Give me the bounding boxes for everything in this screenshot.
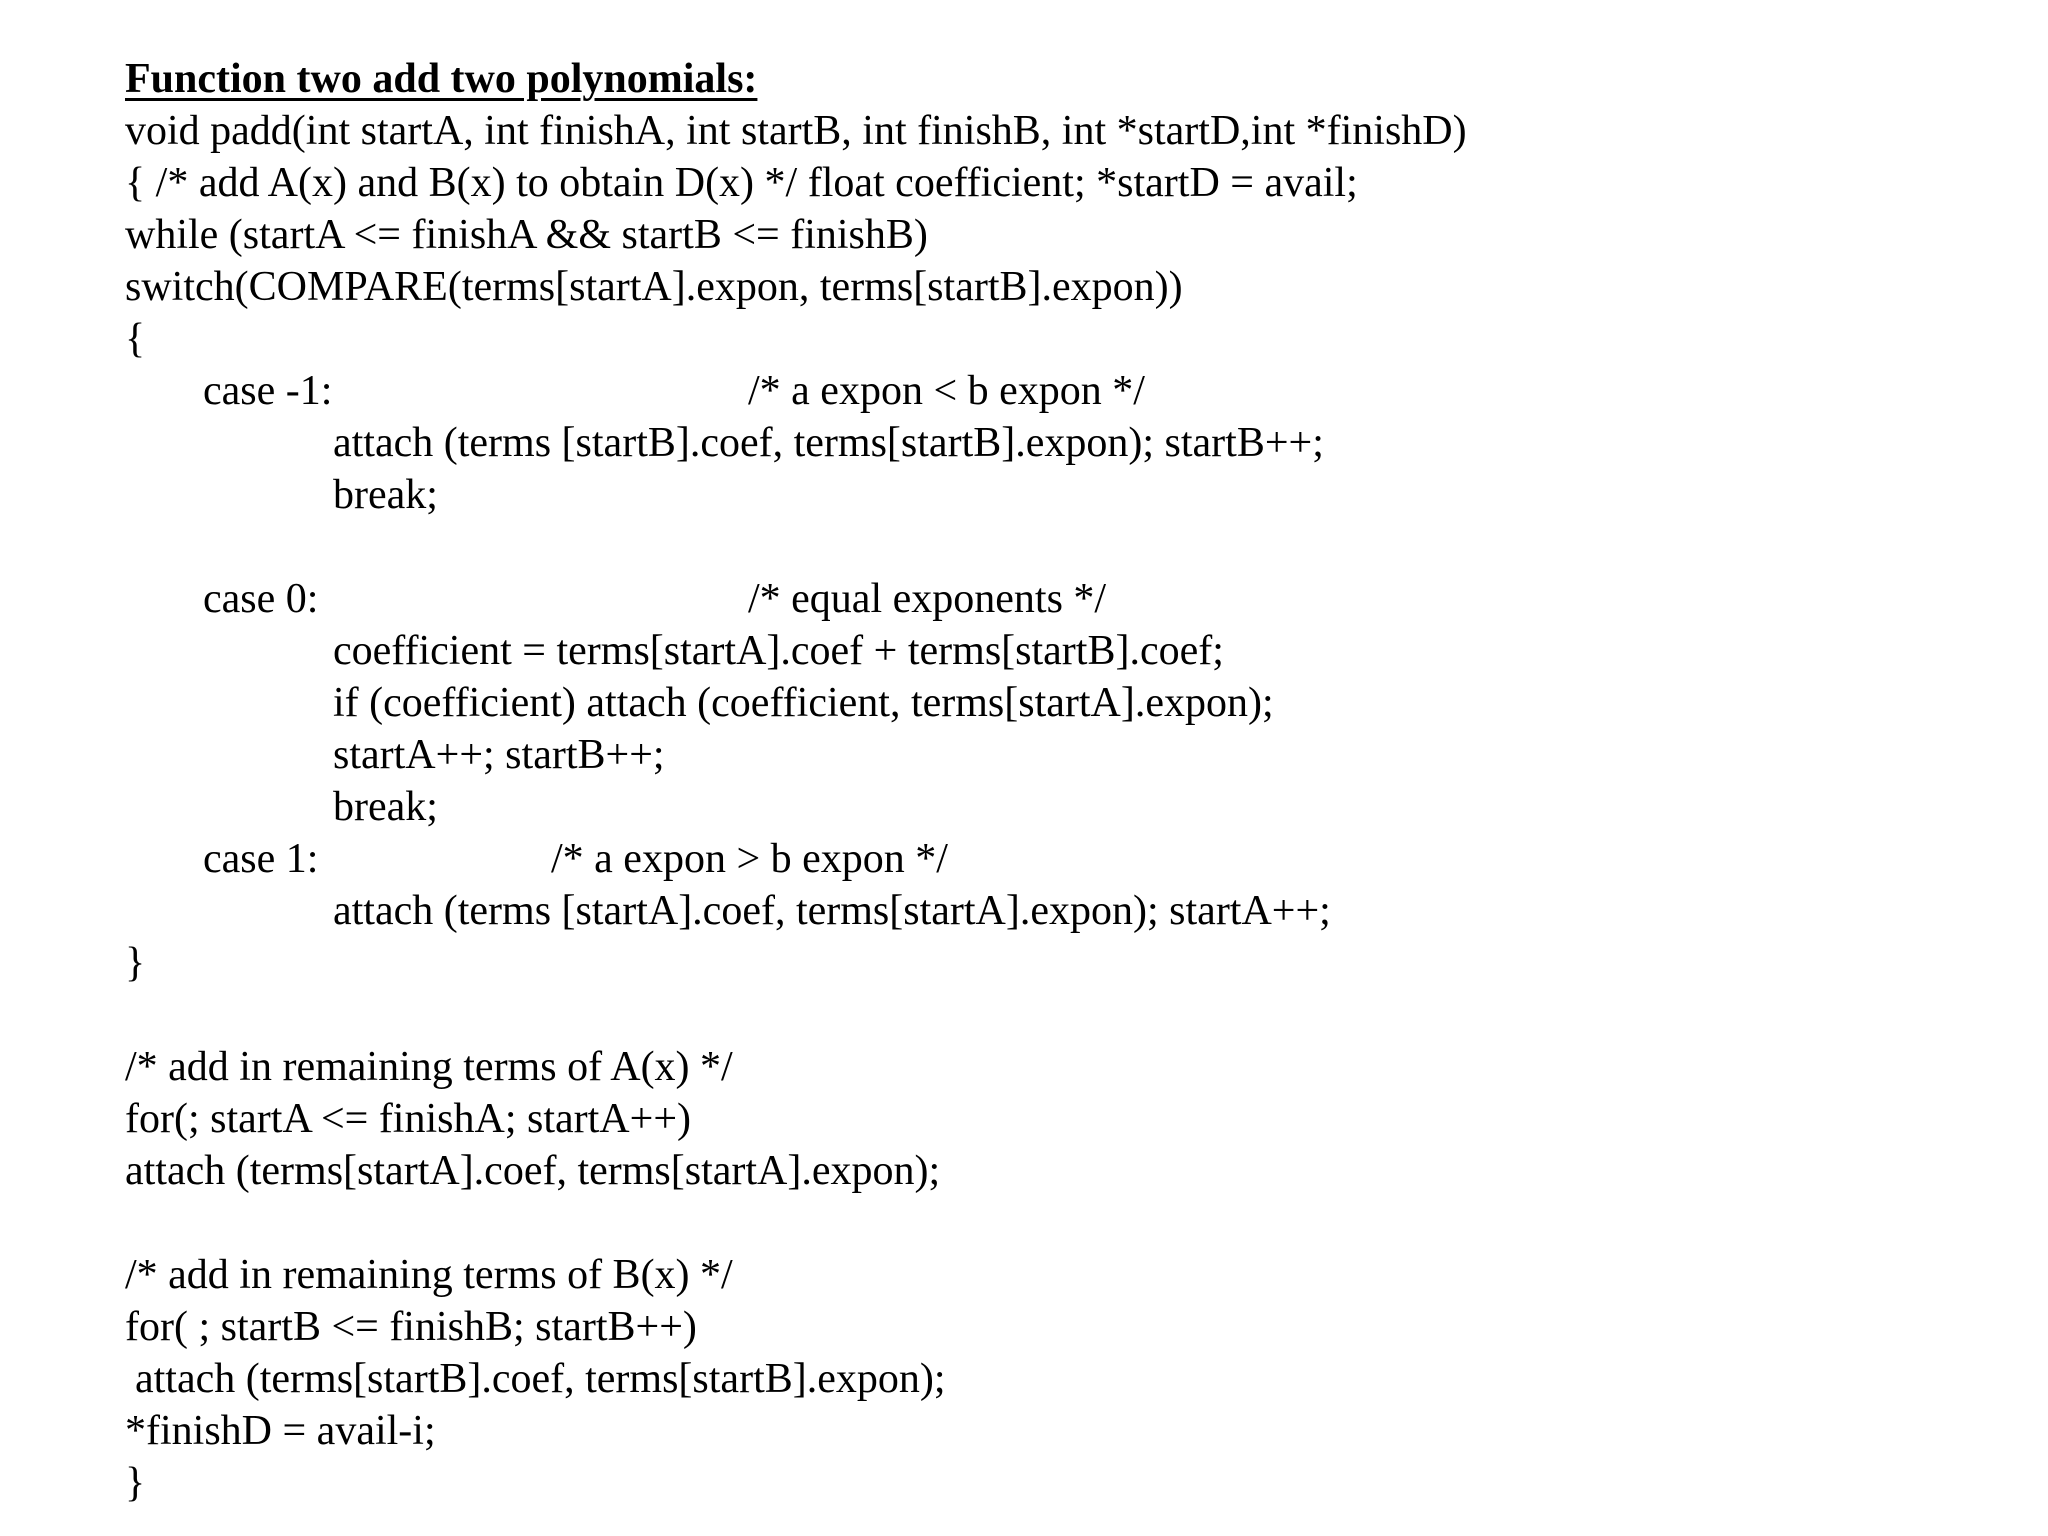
code-line: void padd(int startA, int finishA, int startB, int finishB, int *startD,int *finishD): [125, 108, 1467, 154]
case-label: case -1:: [203, 368, 333, 414]
code-comment: /* add in remaining terms of B(x) */: [125, 1252, 733, 1298]
code-line: break;: [333, 784, 438, 830]
code-line: {: [125, 316, 146, 362]
case-label: case 1:: [203, 836, 319, 882]
code-comment: /* a expon < b expon */: [748, 368, 1145, 414]
code-line: switch(COMPARE(terms[startA].expon, terms[startB].expon)): [125, 264, 1183, 310]
code-line: break;: [333, 472, 438, 518]
code-comment: /* add in remaining terms of A(x) */: [125, 1044, 733, 1090]
code-comment: /* equal exponents */: [748, 576, 1107, 622]
code-line: }: [125, 1460, 146, 1506]
code-line: while (startA <= finishA && startB <= finishB): [125, 212, 928, 258]
code-line: *finishD = avail-i;: [125, 1408, 436, 1454]
code-line: if (coefficient) attach (coefficient, terms[startA].expon);: [333, 680, 1274, 726]
document-title: Function two add two polynomials:: [125, 56, 758, 102]
code-line: for( ; startB <= finishB; startB++): [125, 1304, 697, 1350]
code-line: { /* add A(x) and B(x) to obtain D(x) */ float coefficient; *startD = avail;: [125, 160, 1358, 206]
code-line: for(; startA <= finishA; startA++): [125, 1096, 691, 1142]
code-line: attach (terms [startB].coef, terms[startB].expon); startB++;: [333, 420, 1324, 466]
code-comment: /* a expon > b expon */: [551, 836, 948, 882]
code-line: startA++; startB++;: [333, 732, 665, 778]
code-line: coefficient = terms[startA].coef + terms[startB].coef;: [333, 628, 1224, 674]
code-line: attach (terms[startB].coef, terms[startB].expon);: [135, 1356, 946, 1402]
case-label: case 0:: [203, 576, 319, 622]
code-line: }: [125, 940, 146, 986]
code-line: attach (terms[startA].coef, terms[startA].expon);: [125, 1148, 941, 1194]
code-line: attach (terms [startA].coef, terms[startA].expon); startA++;: [333, 888, 1331, 934]
